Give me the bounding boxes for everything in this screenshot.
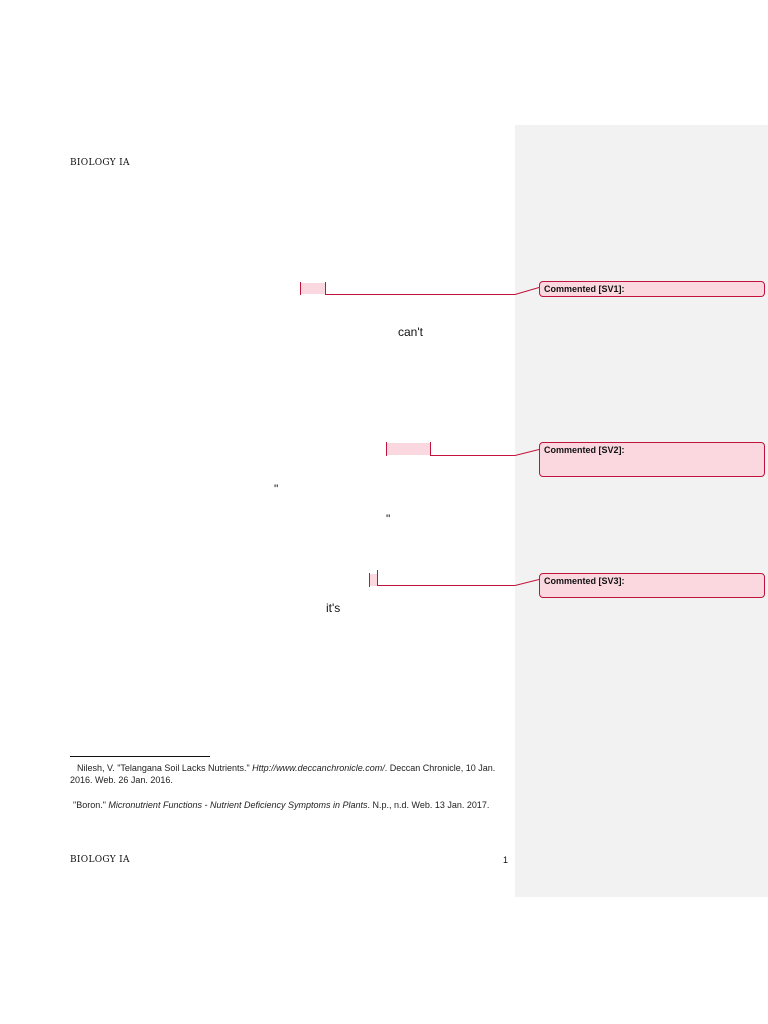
footnote-1-rest: . Deccan Chronicle, 10 Jan. 2016. Web. 26 Jan. 2016. — [70, 763, 496, 785]
footnote-2-text: "Boron." — [73, 800, 109, 810]
text-fragment-its: it's — [326, 601, 341, 615]
comment-connector-sv3 — [377, 585, 515, 586]
comment-connector-sv1 — [325, 294, 515, 295]
page-number: 1 — [503, 855, 509, 865]
footnote-2-rest: . N.p., n.d. Web. 13 Jan. 2017. — [367, 800, 490, 810]
comment-connector-sv2 — [430, 455, 515, 456]
comment-label-sv1: Commented [SV1]: — [544, 284, 625, 294]
comment-anchor-sv3[interactable] — [369, 574, 377, 586]
comment-anchor-end-sv2 — [430, 442, 431, 456]
text-fragment-quote-2: " — [386, 512, 391, 526]
footnote-2-title: Micronutrient Functions - Nutrient Deficiency Symptoms in Plants — [108, 800, 368, 810]
comment-anchor-sv1[interactable] — [300, 283, 325, 294]
comment-anchor-start-sv1 — [300, 282, 301, 295]
comment-label-sv2: Commented [SV2]: — [544, 445, 625, 455]
text-fragment-quote-1: " — [274, 482, 279, 496]
page-header: BIOLOGY IA — [70, 158, 130, 168]
comment-anchor-end-sv3 — [377, 570, 378, 585]
footnote-1-url: Http://www.deccanchronicle.com/ — [252, 763, 385, 773]
comment-label-sv3: Commented [SV3]: — [544, 576, 625, 586]
text-fragment-cant: can't — [398, 325, 423, 339]
footnote-separator — [70, 756, 210, 757]
footnote-1 — [70, 762, 505, 786]
comments-margin-pane — [515, 125, 768, 897]
footnote-1-text: Nilesh, V. "Telangana Soil Lacks Nutrients." — [77, 763, 253, 773]
comment-anchor-start-sv2 — [386, 442, 387, 456]
comment-balloon-sv3[interactable] — [539, 573, 765, 598]
page-footer: BIOLOGY IA — [70, 855, 130, 865]
comment-anchor-sv2[interactable] — [386, 443, 430, 455]
comment-balloon-sv1[interactable] — [539, 281, 765, 297]
comment-balloon-sv2[interactable] — [539, 442, 765, 477]
footnote-2 — [70, 799, 505, 811]
comment-anchor-start-sv3 — [369, 573, 370, 587]
